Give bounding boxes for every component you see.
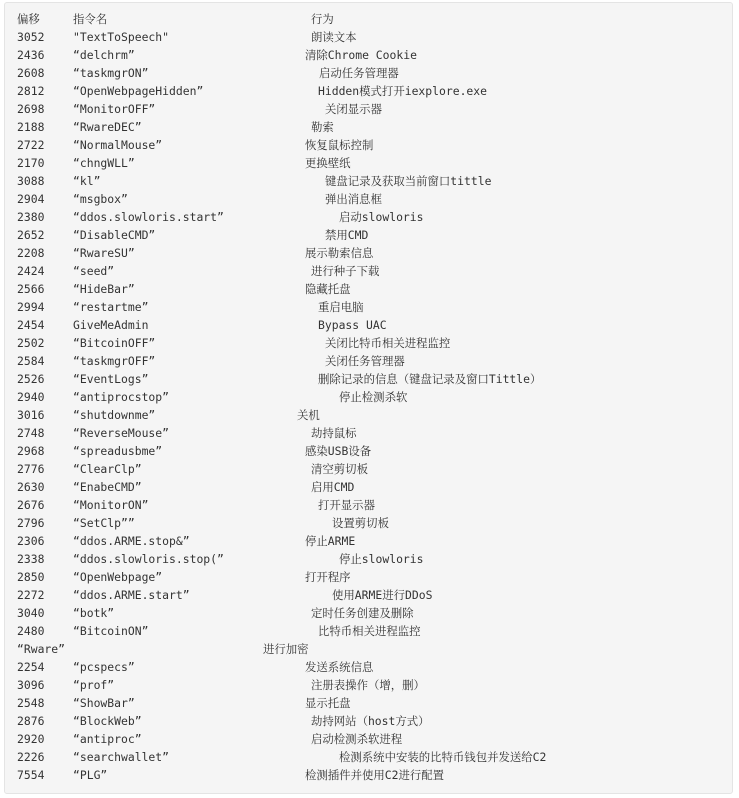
offset-cell: 7554 [17, 768, 45, 782]
command-cell: “botk” [73, 606, 115, 620]
table-row [5, 118, 732, 136]
command-cell: “EnabeCMD” [73, 480, 142, 494]
table-row [5, 712, 732, 730]
offset-cell: 2306 [17, 534, 45, 548]
command-cell: “Rware” [17, 642, 66, 656]
table-row [5, 28, 732, 46]
offset-cell: 2170 [17, 156, 45, 170]
table-row [5, 640, 732, 658]
command-cell: “taskmgrOFF” [73, 354, 156, 368]
table-row [5, 352, 732, 370]
table-row [5, 136, 732, 154]
table-row [5, 370, 732, 388]
offset-cell: 2876 [17, 714, 45, 728]
command-cell: “BitcoinON” [73, 624, 149, 638]
behavior-cell: 启用CMD [311, 480, 355, 494]
offset-cell: 2940 [17, 390, 45, 404]
behavior-cell: 注册表操作（增，删） [311, 678, 425, 692]
offset-cell: 2608 [17, 66, 45, 80]
behavior-cell: 关闭比特币相关进程监控 [325, 336, 451, 350]
behavior-cell: 关闭任务管理器 [325, 354, 405, 368]
command-cell: “msgbox” [73, 192, 128, 206]
command-cell: “ShowBar” [73, 696, 135, 710]
offset-cell: 3052 [17, 30, 45, 44]
table-row [5, 190, 732, 208]
table-row [5, 658, 732, 676]
behavior-cell: 设置剪切板 [332, 516, 389, 530]
offset-cell: 2436 [17, 48, 45, 62]
command-cell: “MonitorON” [73, 498, 149, 512]
offset-cell: 2796 [17, 516, 45, 530]
command-cell: “RwareDEC” [73, 120, 142, 134]
offset-cell: 2454 [17, 318, 45, 332]
table-row [5, 694, 732, 712]
header-behavior: 行为 [311, 12, 334, 26]
command-cell: “SetClp”” [73, 516, 135, 530]
table-row [5, 64, 732, 82]
behavior-cell: 劫持网站（host方式） [311, 714, 430, 728]
table-row [5, 406, 732, 424]
offset-cell: 3096 [17, 678, 45, 692]
behavior-cell: 进行加密 [263, 642, 309, 656]
command-table [5, 10, 732, 784]
behavior-cell: 关机 [297, 408, 320, 422]
behavior-cell: 键盘记录及获取当前窗口tittle [325, 174, 492, 188]
behavior-cell: 清除Chrome Cookie [305, 48, 417, 62]
behavior-cell: 恢复鼠标控制 [305, 138, 374, 152]
offset-cell: 2424 [17, 264, 45, 278]
behavior-cell: 劫持鼠标 [311, 426, 357, 440]
behavior-cell: 隐藏托盘 [305, 282, 351, 296]
header-offset: 偏移 [17, 12, 40, 26]
offset-cell: 2994 [17, 300, 45, 314]
table-row [5, 748, 732, 766]
behavior-cell: Hidden模式打开iexplore.exe [318, 84, 488, 98]
table-row [5, 388, 732, 406]
behavior-cell: 弹出消息框 [325, 192, 382, 206]
offset-cell: 3040 [17, 606, 45, 620]
table-row [5, 298, 732, 316]
offset-cell: 2584 [17, 354, 45, 368]
command-cell: “delchrm” [73, 48, 135, 62]
behavior-cell: 启动slowloris [339, 210, 424, 224]
behavior-cell: 勒索 [311, 120, 334, 134]
command-cell: “ddos.slowloris.start” [73, 210, 224, 224]
command-cell: “taskmgrON” [73, 66, 149, 80]
command-cell: GiveMeAdmin [73, 318, 149, 332]
behavior-cell: 感染USB设备 [305, 444, 372, 458]
behavior-cell: 关闭显示器 [325, 102, 382, 116]
offset-cell: 2338 [17, 552, 45, 566]
table-row [5, 262, 732, 280]
table-row [5, 208, 732, 226]
behavior-cell: 禁用CMD [325, 228, 369, 242]
table-row [5, 442, 732, 460]
header-command: 指令名 [73, 12, 108, 26]
behavior-cell: 发送系统信息 [305, 660, 374, 674]
offset-cell: 2904 [17, 192, 45, 206]
command-cell: “ddos.ARME.start” [73, 588, 190, 602]
offset-cell: 2526 [17, 372, 45, 386]
table-row [5, 568, 732, 586]
command-cell: “antiprocstop” [73, 390, 170, 404]
command-cell: “spreadusbme” [73, 444, 163, 458]
command-cell: “shutdownme” [73, 408, 156, 422]
command-cell: “OpenWebpageHidden” [73, 84, 204, 98]
command-cell: “EventLogs” [73, 372, 149, 386]
command-cell: “pcspecs” [73, 660, 135, 674]
table-row [5, 316, 732, 334]
table-row [5, 280, 732, 298]
behavior-cell: 清空剪切板 [311, 462, 368, 476]
table-row [5, 226, 732, 244]
code-block [4, 2, 733, 794]
table-row [5, 586, 732, 604]
table-header [5, 10, 732, 28]
command-cell: “chngWLL” [73, 156, 135, 170]
behavior-cell: 打开显示器 [318, 498, 375, 512]
command-cell: “antiproc” [73, 732, 142, 746]
table-row [5, 730, 732, 748]
command-cell: “searchwallet” [73, 750, 170, 764]
offset-cell: 2272 [17, 588, 45, 602]
table-row [5, 244, 732, 262]
offset-cell: 2722 [17, 138, 45, 152]
behavior-cell: 停止检测杀软 [339, 390, 408, 404]
command-cell: “PLG” [73, 768, 108, 782]
command-cell: “OpenWebpage” [73, 570, 163, 584]
behavior-cell: 朗读文本 [311, 30, 357, 44]
table-row [5, 514, 732, 532]
offset-cell: 2566 [17, 282, 45, 296]
command-cell: “HideBar” [73, 282, 135, 296]
offset-cell: 2652 [17, 228, 45, 242]
offset-cell: 2208 [17, 246, 45, 260]
offset-cell: 2812 [17, 84, 45, 98]
table-row [5, 172, 732, 190]
command-cell: “seed” [73, 264, 115, 278]
behavior-cell: 比特币相关进程监控 [318, 624, 421, 638]
command-cell: “prof” [73, 678, 115, 692]
offset-cell: 2698 [17, 102, 45, 116]
behavior-cell: 检测插件并使用C2进行配置 [305, 768, 445, 782]
command-cell: “ClearClp” [73, 462, 142, 476]
behavior-cell: 打开程序 [305, 570, 351, 584]
table-row [5, 676, 732, 694]
behavior-cell: 启动任务管理器 [319, 66, 399, 80]
table-row [5, 622, 732, 640]
table-row [5, 478, 732, 496]
offset-cell: 2676 [17, 498, 45, 512]
table-row [5, 766, 732, 784]
offset-cell: 2850 [17, 570, 45, 584]
table-row [5, 82, 732, 100]
command-cell: “ddos.slowloris.stop(” [73, 552, 224, 566]
command-cell: “BlockWeb” [73, 714, 142, 728]
behavior-cell: 重启电脑 [318, 300, 364, 314]
behavior-cell: 启动检测杀软进程 [311, 732, 403, 746]
behavior-cell: 停止ARME [305, 534, 356, 548]
offset-cell: 2776 [17, 462, 45, 476]
table-row [5, 46, 732, 64]
table-row [5, 334, 732, 352]
offset-cell: 2226 [17, 750, 45, 764]
command-cell: "TextToSpeech" [73, 30, 170, 44]
behavior-cell: 删除记录的信息（键盘记录及窗口Tittle） [318, 372, 542, 386]
behavior-cell: 显示托盘 [305, 696, 351, 710]
table-row [5, 460, 732, 478]
table-row [5, 604, 732, 622]
offset-cell: 3088 [17, 174, 45, 188]
behavior-cell: 检测系统中安装的比特币钱包并发送给C2 [339, 750, 547, 764]
command-cell: “RwareSU” [73, 246, 135, 260]
behavior-cell: Bypass UAC [318, 318, 387, 332]
table-row [5, 550, 732, 568]
offset-cell: 2630 [17, 480, 45, 494]
table-row [5, 100, 732, 118]
table-row [5, 496, 732, 514]
offset-cell: 3016 [17, 408, 45, 422]
command-cell: “MonitorOFF” [73, 102, 156, 116]
table-row [5, 532, 732, 550]
behavior-cell: 定时任务创建及删除 [311, 606, 414, 620]
table-row [5, 154, 732, 172]
command-cell: “kl” [73, 174, 101, 188]
behavior-cell: 停止slowloris [339, 552, 424, 566]
offset-cell: 2968 [17, 444, 45, 458]
table-row [5, 424, 732, 442]
offset-cell: 2920 [17, 732, 45, 746]
offset-cell: 2188 [17, 120, 45, 134]
command-cell: “BitcoinOFF” [73, 336, 156, 350]
command-cell: “restartme” [73, 300, 149, 314]
offset-cell: 2502 [17, 336, 45, 350]
behavior-cell: 展示勒索信息 [305, 246, 374, 260]
command-cell: “ddos.ARME.stop&” [73, 534, 190, 548]
command-cell: “DisableCMD” [73, 228, 156, 242]
behavior-cell: 进行种子下载 [311, 264, 380, 278]
command-cell: “NormalMouse” [73, 138, 163, 152]
offset-cell: 2748 [17, 426, 45, 440]
offset-cell: 2254 [17, 660, 45, 674]
command-cell: “ReverseMouse” [73, 426, 170, 440]
behavior-cell: 使用ARME进行DDoS [332, 588, 433, 602]
offset-cell: 2480 [17, 624, 45, 638]
offset-cell: 2380 [17, 210, 45, 224]
offset-cell: 2548 [17, 696, 45, 710]
behavior-cell: 更换壁纸 [305, 156, 351, 170]
